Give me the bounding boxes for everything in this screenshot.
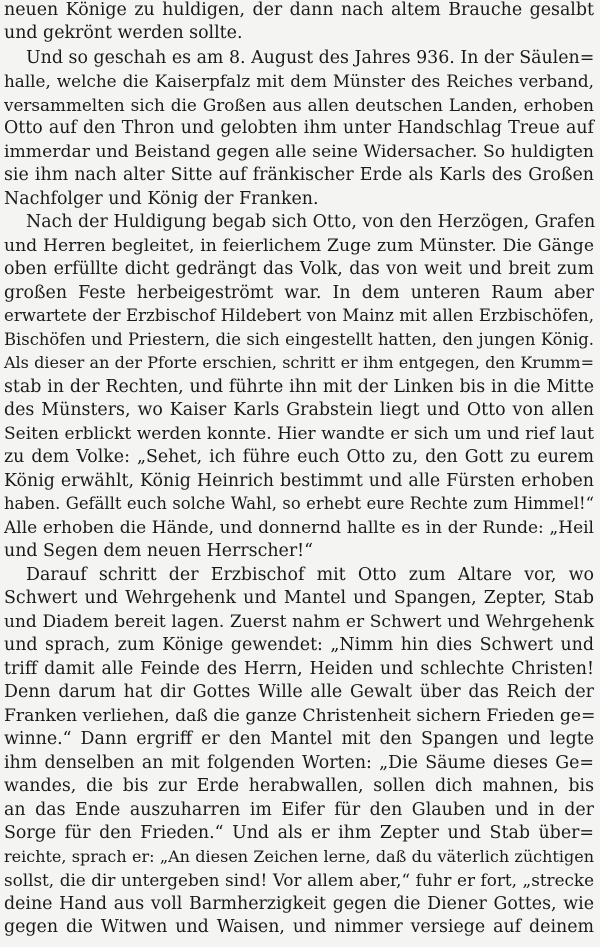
text-line: und gekrönt werden sollte. xyxy=(4,23,243,43)
text-line: haben. Gefällt euch solche Wahl, so erhebt eure Rechte zum Himmel!“ xyxy=(4,494,594,513)
text-line: ihm denselben an mit folgenden Worten: „Die Säume dieses Ge= xyxy=(4,753,594,773)
text-line: reichte, sprach er: „An diesen Zeichen lerne, daß du väterlich züchtigen xyxy=(4,847,594,866)
text-line: wandes, die bis zur Erde herabwallen, sollen dich mahnen, bis xyxy=(4,776,594,796)
text-line: und Diadem bereit lagen. Zuerst nahm er Schwert und Wehrgehenk xyxy=(4,612,594,632)
text-line: Nach der Huldigung begab sich Otto, von den Herzögen, Grafen xyxy=(26,212,596,232)
text-line: und Segen dem neuen Herrscher!“ xyxy=(4,541,314,561)
text-line: immerdar und Beistand gegen alle seine Widersacher. So huldigten xyxy=(4,142,594,162)
text-line: und sprach, zum Könige gewendet: „Nimm hin dies Schwert und xyxy=(4,635,594,655)
text-line: gegen die Witwen und Waisen, und nimmer versiege auf deinem xyxy=(4,917,594,937)
text-line: Denn darum hat dir Gottes Wille alle Gewalt über das Reich der xyxy=(4,682,594,702)
text-line: triff damit alle Feinde des Herrn, Heiden und schlechte Christen! xyxy=(4,659,594,679)
text-line: deine Hand aus voll Barmherzigkeit gegen die Diener Gottes, wie xyxy=(4,894,594,914)
text-line: großen Feste herbeigeströmt war. In dem unteren Raum aber xyxy=(4,283,594,303)
text-line: Franken verliehen, daß die ganze Christenheit sichern Frieden ge= xyxy=(4,706,596,726)
text-line: Nachfolger und König der Franken. xyxy=(4,189,319,209)
text-line: und Herren begleitet, in feierlichem Zuge zum Münster. Die Gänge xyxy=(4,236,594,256)
text-line: an das Ende auszuharren im Eifer für den Glauben und in der xyxy=(4,800,594,820)
text-line: Und so geschah es am 8. August des Jahres 936. In der Säulen= xyxy=(26,48,595,68)
text-line: Schwert und Wehrgehenk und Mantel und Spangen, Zepter, Stab xyxy=(4,588,594,608)
text-line: König erwählt, König Heinrich bestimmt und alle Fürsten erhoben xyxy=(4,471,594,491)
text-line: Darauf schritt der Erzbischof mit Otto zum Altare vor, wo xyxy=(26,565,594,585)
text-line: stab in der Rechten, und führte ihn mit der Linken bis in die Mitte xyxy=(4,377,594,397)
text-line: neuen Könige zu huldigen, der dann nach altem Brauche gesalbt xyxy=(4,0,594,20)
text-line: sollst, die dir untergeben sind! Vor allem aber,“ fuhr er fort, „strecke xyxy=(4,870,594,890)
text-line: Als dieser an der Pforte erschien, schritt er ihm entgegen, den Krumm= xyxy=(4,353,594,372)
text-line: des Münsters, wo Kaiser Karls Grabstein liegt und Otto von allen xyxy=(4,400,594,420)
text-line: halle, welche die Kaiserpfalz mit dem Münster des Reiches verband, xyxy=(4,71,594,91)
text-line: Alle erhoben die Hände, und donnernd hallte es in der Runde: „Heil xyxy=(4,518,594,538)
text-line: winne.“ Dann ergriff er den Mantel mit den Spangen und legte xyxy=(4,729,594,749)
text-line: zu dem Volke: „Sehet, ich führe euch Otto zu, den Gott zu eurem xyxy=(4,447,594,467)
text-line: sie ihm nach alter Sitte auf fränkischer Erde als Karls des Großen xyxy=(4,165,594,185)
text-line: Seiten erblickt werden konnte. Hier wandte er sich um und rief laut xyxy=(4,424,594,444)
text-line: versammelten sich die Großen aus allen deutschen Landen, erhoben xyxy=(4,95,594,115)
text-line: erwartete der Erzbischof Hildebert von Mainz mit allen Erzbischöfen, xyxy=(4,306,594,325)
text-line: Otto auf den Thron und gelobten ihm unter Handschlag Treue auf xyxy=(4,118,594,138)
text-line: Sorge für den Frieden.“ Und als er ihm Zepter und Stab über= xyxy=(4,823,594,843)
text-line: Bischöfen und Priestern, die sich eingestellt hatten, den jungen König. xyxy=(4,330,594,349)
text-line: oben erfüllte dicht gedrängt das Volk, das von weit und breit zum xyxy=(4,259,594,279)
